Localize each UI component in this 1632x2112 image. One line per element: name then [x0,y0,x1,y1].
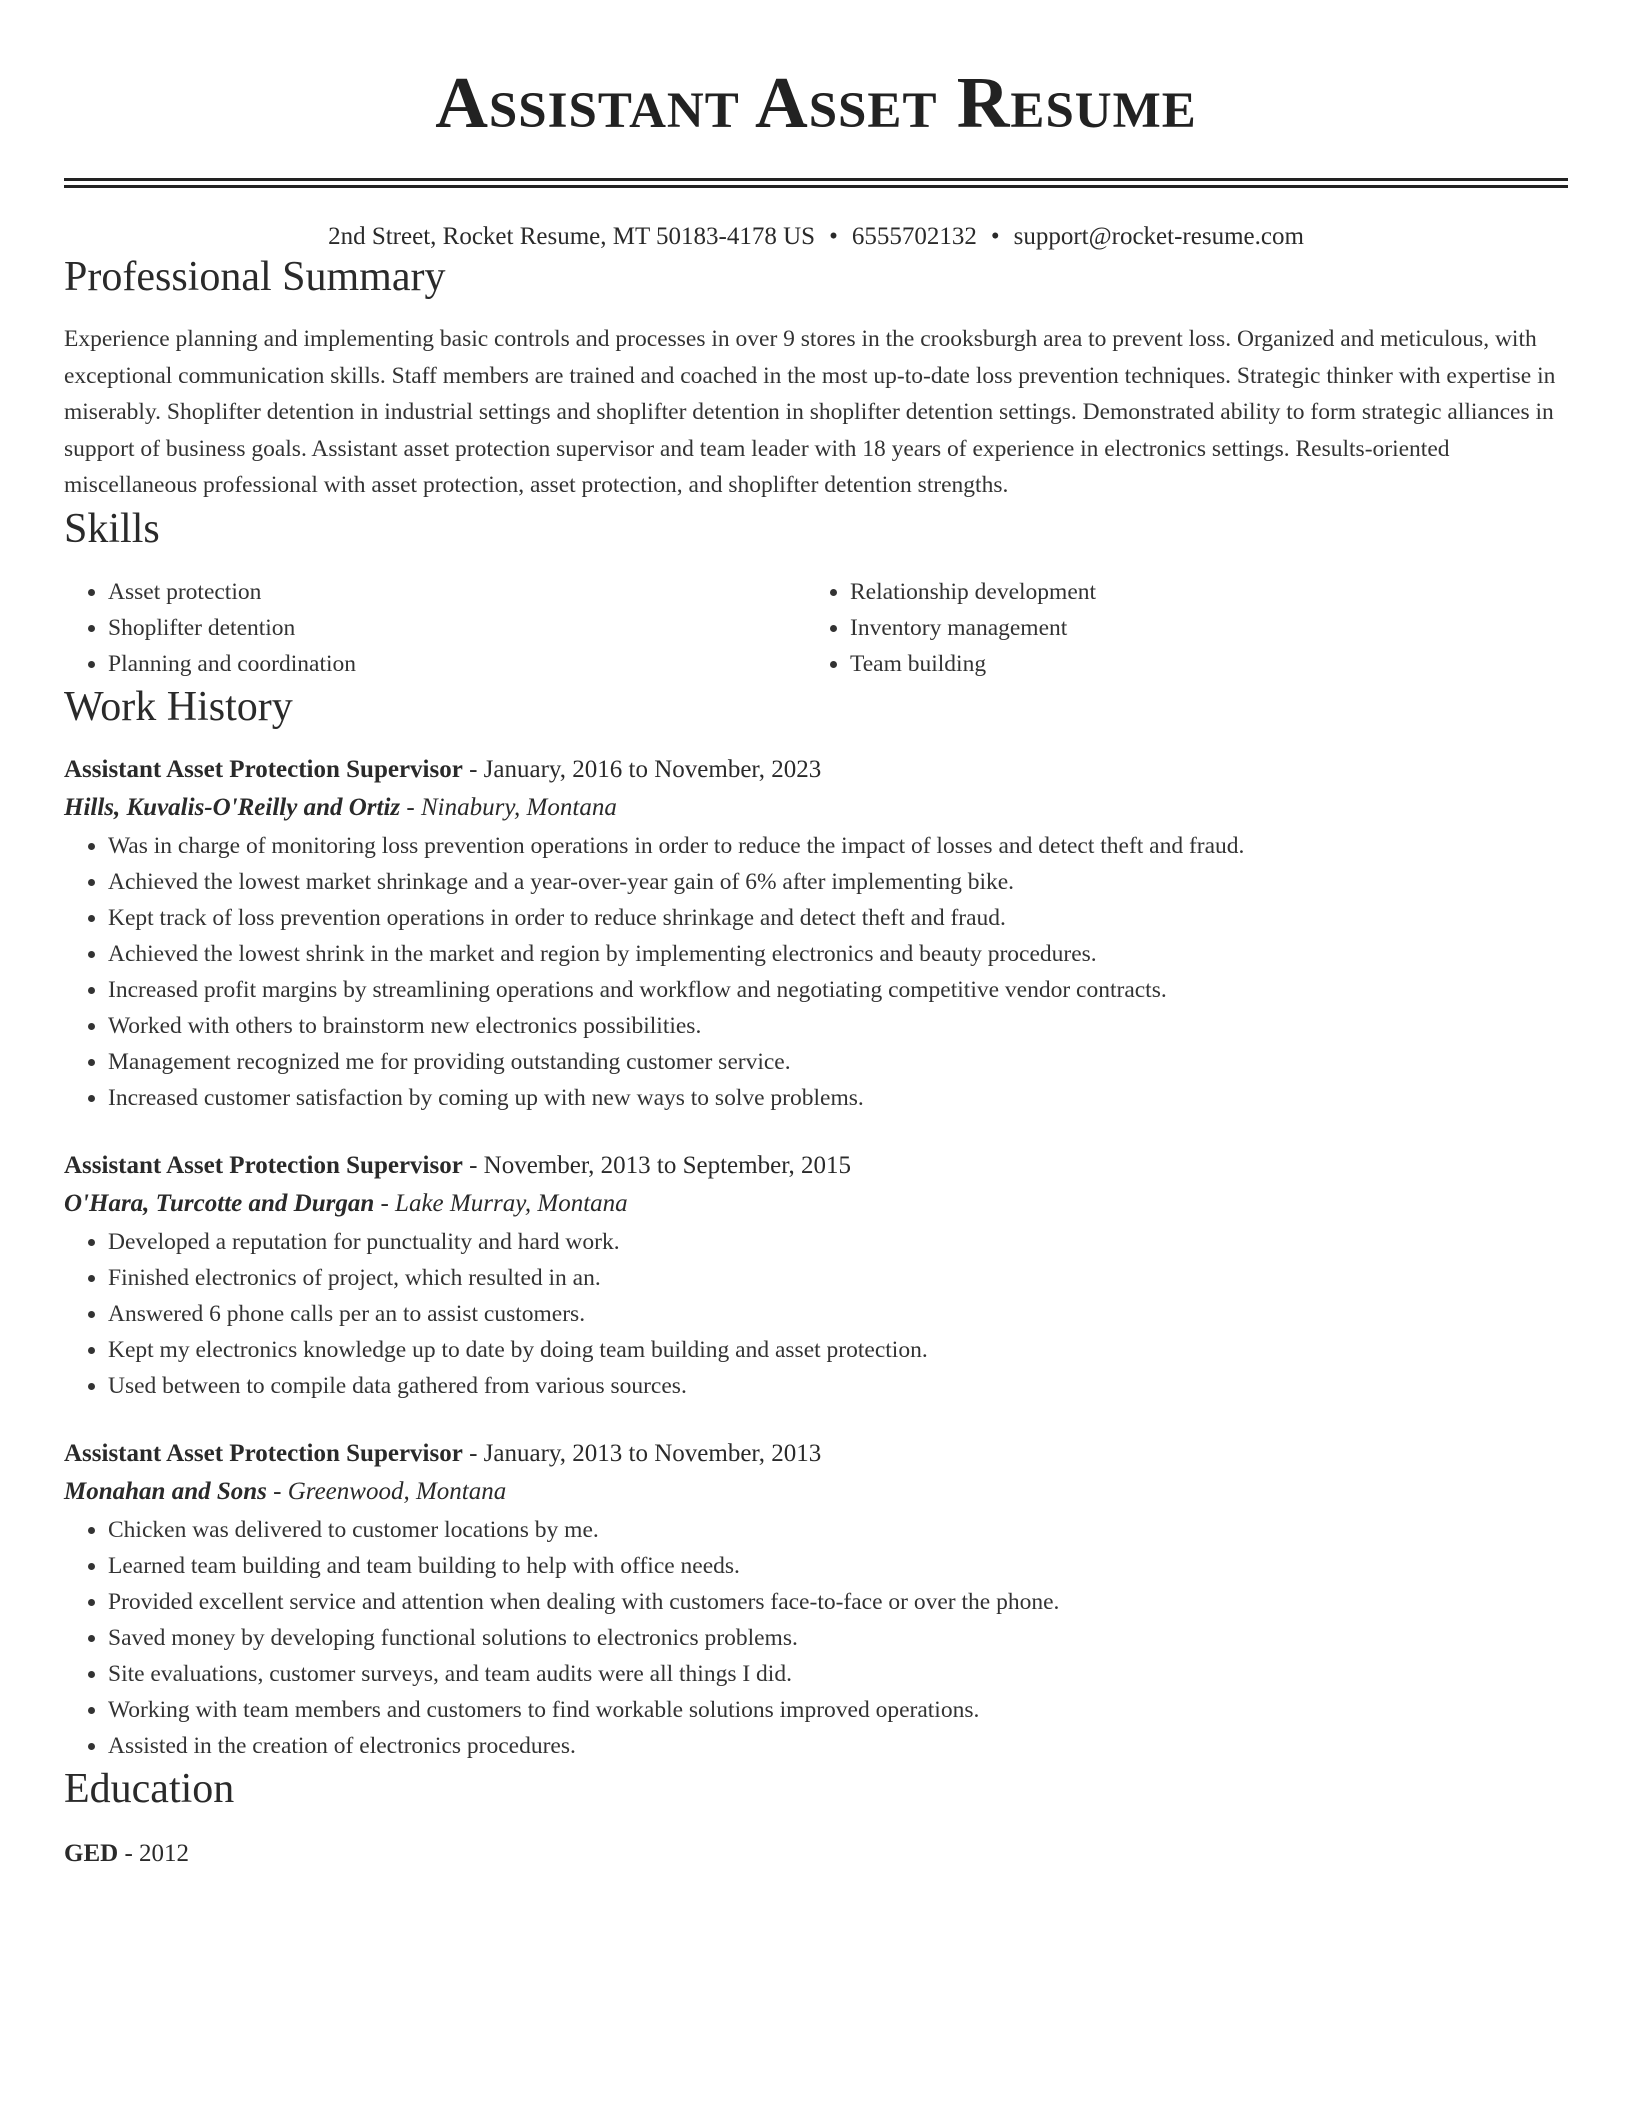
job-bullet: • Achieved the lowest shrink in the market and region by implementing electronics and beauty procedures. [108,936,1568,972]
job-bullet: • Chicken was delivered to customer locations by me. [108,1512,1568,1548]
resume-title: Assistant Asset Resume [435,62,1197,143]
job-title: Assistant Asset Protection Supervisor [64,755,463,783]
contact-separator: • [829,223,838,250]
job-location: - Ninabury, Montana [400,793,617,821]
skills-list [64,574,1568,682]
job-bullet: • Achieved the lowest market shrinkage and a year-over-year gain of 6% after implementing bike. [108,864,1568,900]
summary-heading: Professional Summary [64,254,446,300]
job-title-line [64,1436,1568,1472]
job-entry [64,752,1568,1116]
work-history-heading: Work History [64,683,293,730]
job-company: Hills, Kuvalis-O'Reilly and Ortiz [64,793,401,821]
skills-column-right [806,574,1548,682]
job-bullet: • Provided excellent service and attention when dealing with customers face-to-face or over the phone. [108,1584,1568,1620]
skills-column-left [64,574,806,682]
title-double-rule [64,178,1568,188]
job-bullet: • Learned team building and team building to help with office needs. [108,1548,1568,1584]
skills-heading: Skills [64,505,160,552]
job-title-line [64,1148,1568,1184]
job-bullet: • Was in charge of monitoring loss prevention operations in order to reduce the impact of losses and detect theft and fraud. [108,828,1568,864]
contact-line [64,222,1568,252]
skill-item: • Asset protection [108,574,806,610]
job-entry [64,1148,1568,1404]
job-title: Assistant Asset Protection Supervisor [64,1151,463,1179]
job-bullet: • Assisted in the creation of electronics procedures. [108,1728,1568,1764]
job-company: O'Hara, Turcotte and Durgan [64,1189,375,1217]
job-bullet: • Saved money by developing functional solutions to electronics problems. [108,1620,1568,1656]
job-bullet: • Increased customer satisfaction by coming up with new ways to solve problems. [108,1080,1568,1116]
contact-separator: • [990,223,1000,250]
job-location: - Greenwood, Montana [266,1477,507,1505]
job-bullet: • Increased profit margins by streamlining operations and workflow and negotiating competitive vendor contracts. [108,972,1568,1008]
contact-address: 2nd Street, Rocket Resume, MT 50183-4178 US [328,223,816,250]
job-company-line [64,1184,1568,1224]
job-company-line [64,788,1568,828]
skill-item: • Planning and coordination [108,646,806,682]
job-bullet: • Working with team members and customers to find workable solutions improved operations. [108,1692,1568,1728]
job-dates: - November, 2013 to September, 2015 [462,1151,852,1179]
job-entry [64,1436,1568,1764]
job-location: - Lake Murray, Montana [374,1189,628,1217]
job-bullets [64,828,1568,1116]
skill-item: • Inventory management [850,610,1548,646]
summary-text: Experience planning and implementing basic controls and processes in over 9 stores in the crooksburgh area to prevent loss. Organized and meticulous, with exceptional communication skills. Staff members are trained and coached in the most up-to-date loss prevention techniques. Strategic thinker with expertise in miserably. Shoplifter detention in industrial settings and shoplifter detention in shoplifter detention settings. Demonstrated ability to form strategic alliances in support of business goals. Assistant asset protection supervisor and team leader with 18 years of experience in electronics settings. Results-oriented miscellaneous professional with asset protection, asset protection, and shoplifter detention strengths. [64,326,1556,498]
job-bullets [64,1512,1568,1764]
job-bullet: • Developed a reputation for punctuality and hard work. [108,1224,1568,1260]
job-dates: - January, 2016 to November, 2023 [462,755,822,783]
job-company: Monahan and Sons [64,1477,267,1505]
education-entry [64,1836,1568,1872]
contact-phone[interactable]: 6555702132 [851,223,977,250]
skill-item: • Relationship development [850,574,1548,610]
education-heading: Education [64,1765,235,1812]
job-bullet: • Used between to compile data gathered from various sources. [108,1368,1568,1404]
job-bullet: • Worked with others to brainstorm new electronics possibilities. [108,1008,1568,1044]
job-title: Assistant Asset Protection Supervisor [64,1439,463,1467]
job-title-line [64,752,1568,788]
job-bullet: • Kept my electronics knowledge up to date by doing team building and asset protection. [108,1332,1568,1368]
job-bullet: • Finished electronics of project, which resulted in an. [108,1260,1568,1296]
job-company-line [64,1472,1568,1512]
education-degree: GED [64,1839,119,1867]
job-dates: - January, 2013 to November, 2013 [462,1439,822,1467]
job-bullet: • Answered 6 phone calls per an to assist customers. [108,1296,1568,1332]
skill-item: • Team building [850,646,1548,682]
education-year: - 2012 [118,1839,190,1867]
job-bullet: • Management recognized me for providing outstanding customer service. [108,1044,1568,1080]
contact-email[interactable]: support@rocket-resume.com [1013,223,1304,250]
job-bullets [64,1224,1568,1404]
job-bullet: • Site evaluations, customer surveys, and team audits were all things I did. [108,1656,1568,1692]
job-bullet: • Kept track of loss prevention operations in order to reduce shrinkage and detect theft and fraud. [108,900,1568,936]
skill-item: • Shoplifter detention [108,610,806,646]
